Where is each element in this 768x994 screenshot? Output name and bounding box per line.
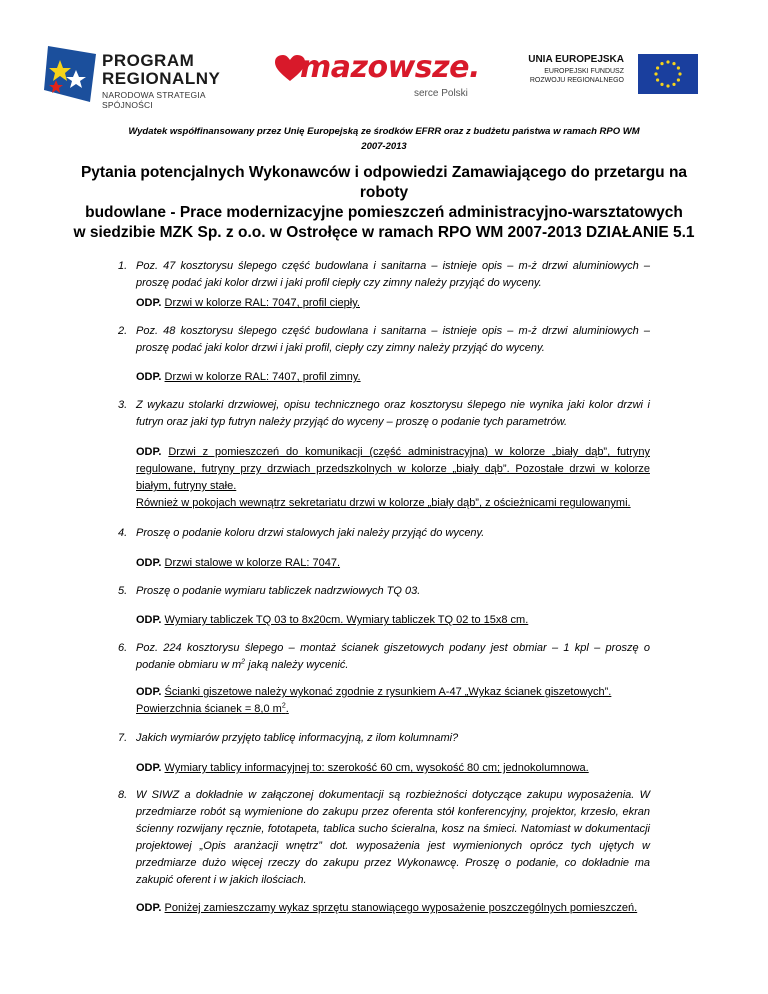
title-line1: Pytania potencjalnych Wykonawców i odpowiedzi Zamawiającego do przetargu na roboty <box>80 164 688 201</box>
answer-label: ODP. <box>136 446 162 458</box>
answer-block <box>136 684 650 718</box>
answer-text: Drzwi stalowe w kolorze RAL: 7047. <box>164 557 341 569</box>
answer-text: Drzwi w kolorze RAL: 7047, profil ciepły. <box>164 297 360 309</box>
answer-text: Poniżej zamieszczamy wykaz sprzętu stanowiącego wyposażenie poszczególnych pomieszczeń. <box>164 902 638 914</box>
superscript: 2 <box>241 658 246 666</box>
question-text: Poz. 48 kosztorysu ślepego część budowlana i sanitarna – istnieje opis – m-ż drzwi aluminiowych – proszę podać jaki kolor drzwi i jaki profil, ciepły czy zimny należy przyjąć do wyceny. <box>136 325 650 354</box>
question-text: W SIWZ a dokładnie w załączonej dokumentacji są rozbieżności dotyczące zakupu wyposażenia. W przedmiarze robót są wymienione do zakupu przez oferenta stół konferencyjny, projektor, krzesło, ekran ścienny rozwijany ręcznie, fototapeta, tablica sucho ścieralna, kosz na śmieci. Natomiast w dokumentacji projektowej „Opis aranżacji wnętrz” dot. wyposażenia jest wymienionych oprócz tych ujętych w przedmiarze dużo więcej rzeczy do zakupu przez Wykonawcę. Proszę o podanie, co dokładnie ma zakupić oferent i w jakich ilościach. <box>136 789 650 886</box>
title-line3: w siedzibie MZK Sp. z o.o. w Ostrołęce w ramach RPO WM 2007-2013 DZIAŁANIE 5.1 <box>73 224 695 241</box>
eu-flag-icon <box>638 54 698 94</box>
item-number: 3. <box>118 399 128 411</box>
item-number: 1. <box>118 260 128 272</box>
mazowsze-wordmark: mazowsze. <box>300 50 480 85</box>
eu-logo-line3: ROZWOJU REGIONALNEGO <box>529 77 624 84</box>
program-regionalny-logo <box>44 44 244 110</box>
cofinancing-note <box>120 124 648 154</box>
answer-block <box>136 900 650 917</box>
document-title <box>72 163 696 243</box>
answer-label: ODP. <box>136 902 162 914</box>
question-text: Z wykazu stolarki drzwiowej, opisu technicznego oraz kosztorysu ślepego nie wynika jaki kolor drzwi i futryn oraz jaki typ futryn należy przyjąć do wyceny – proszę o podanie tych parametrów. <box>136 399 650 428</box>
item-number: 5. <box>118 585 128 597</box>
program-logo-line3: NARODOWA STRATEGIA SPÓJNOŚCI <box>102 90 206 110</box>
answer-label: ODP. <box>136 297 162 309</box>
question-text-tail: jaką należy wycenić. <box>245 659 349 671</box>
answer-block <box>136 369 650 386</box>
item-number: 2. <box>118 325 128 337</box>
answer-text: Ścianki giszetowe należy wykonać zgodnie z rysunkiem A-47 „Wykaz ścianek giszetowych”. <box>164 686 612 698</box>
answer-extra-main: Powierzchnia ścianek = 8,0 m <box>136 703 282 715</box>
cofinancing-note-line2: 2007-2013 <box>361 141 407 152</box>
answer-extra-tail: . <box>285 703 289 715</box>
answer-block <box>136 555 650 572</box>
answer-extra-text <box>136 703 289 715</box>
answer-block <box>136 612 650 629</box>
answer-text: Wymiary tablicy informacyjnej to: szerokość 60 cm, wysokość 80 cm; jednokolumnowa. <box>164 762 589 774</box>
question-text: Poz. 47 kosztorysu ślepego część budowlana i sanitarna – istnieje opis – m-ż drzwi aluminiowych – proszę podać jaki kolor drzwi i jaki profil ciepły czy zimny należy przyjąć do wyceny. <box>136 260 650 289</box>
answer-block <box>136 760 650 777</box>
question-text: Proszę o podanie wymiaru tabliczek nadrzwiowych TQ 03. <box>136 585 421 597</box>
program-logo-line1: PROGRAM <box>102 51 195 70</box>
answer-block <box>136 444 650 512</box>
question-text: Jakich wymiarów przyjęto tablicę informacyjną, z ilom kolumnami? <box>136 732 459 744</box>
superscript: 2 <box>281 702 286 710</box>
eu-logo <box>512 48 722 98</box>
item-number: 7. <box>118 732 128 744</box>
item-number: 8. <box>118 789 128 801</box>
answer-text: Wymiary tabliczek TQ 03 to 8x20cm. Wymiary tabliczek TQ 02 to 15x8 cm. <box>164 614 529 626</box>
answer-text: Drzwi z pomieszczeń do komunikacji (część administracyjna) w kolorze „biały dąb”, futryny regulowane, futryny przy drzwiach przedszkolnych w kolorze „biały dąb”. Pozostałe drzwi w kolorze białym, futryny stałe. <box>136 446 650 492</box>
eu-logo-line2: EUROPEJSKI FUNDUSZ <box>544 68 624 75</box>
answer-label: ODP. <box>136 557 162 569</box>
eu-logo-line1: UNIA EUROPEJSKA <box>528 54 624 65</box>
answer-label: ODP. <box>136 686 162 698</box>
mazowsze-subtitle: serce Polski <box>414 88 468 99</box>
item-number: 4. <box>118 527 128 539</box>
item-number: 6. <box>118 642 128 654</box>
mazowsze-logo <box>274 50 484 110</box>
title-line2: budowlane - Prace modernizacyjne pomieszczeń administracyjno-warsztatowych <box>85 204 683 221</box>
answer-block <box>136 295 650 312</box>
question-text: Proszę o podanie koloru drzwi stalowych jaki należy przyjąć do wyceny. <box>136 527 485 539</box>
question-text <box>136 640 650 674</box>
program-logo-line2: REGIONALNY <box>102 69 221 88</box>
stars-emblem-icon <box>44 46 96 102</box>
cofinancing-note-line1: Wydatek współfinansowany przez Unię Europejską ze środków EFRR oraz z budżetu państwa w ramach RPO WM <box>128 126 640 137</box>
answer-label: ODP. <box>136 614 162 626</box>
answer-label: ODP. <box>136 762 162 774</box>
question-text-main: Poz. 224 kosztorysu ślepego – montaż ścianek giszetowych podany jest obmiar – 1 kpl – proszę o podanie obmiaru w m <box>136 642 650 671</box>
answer-extra-text: Również w pokojach wewnątrz sekretariatu drzwi w kolorze „biały dąb”, z ościeżnicami regulowanymi. <box>136 497 631 509</box>
answer-text: Drzwi w kolorze RAL: 7407, profil zimny. <box>164 371 361 383</box>
logo-header <box>0 36 768 110</box>
answer-label: ODP. <box>136 371 162 383</box>
